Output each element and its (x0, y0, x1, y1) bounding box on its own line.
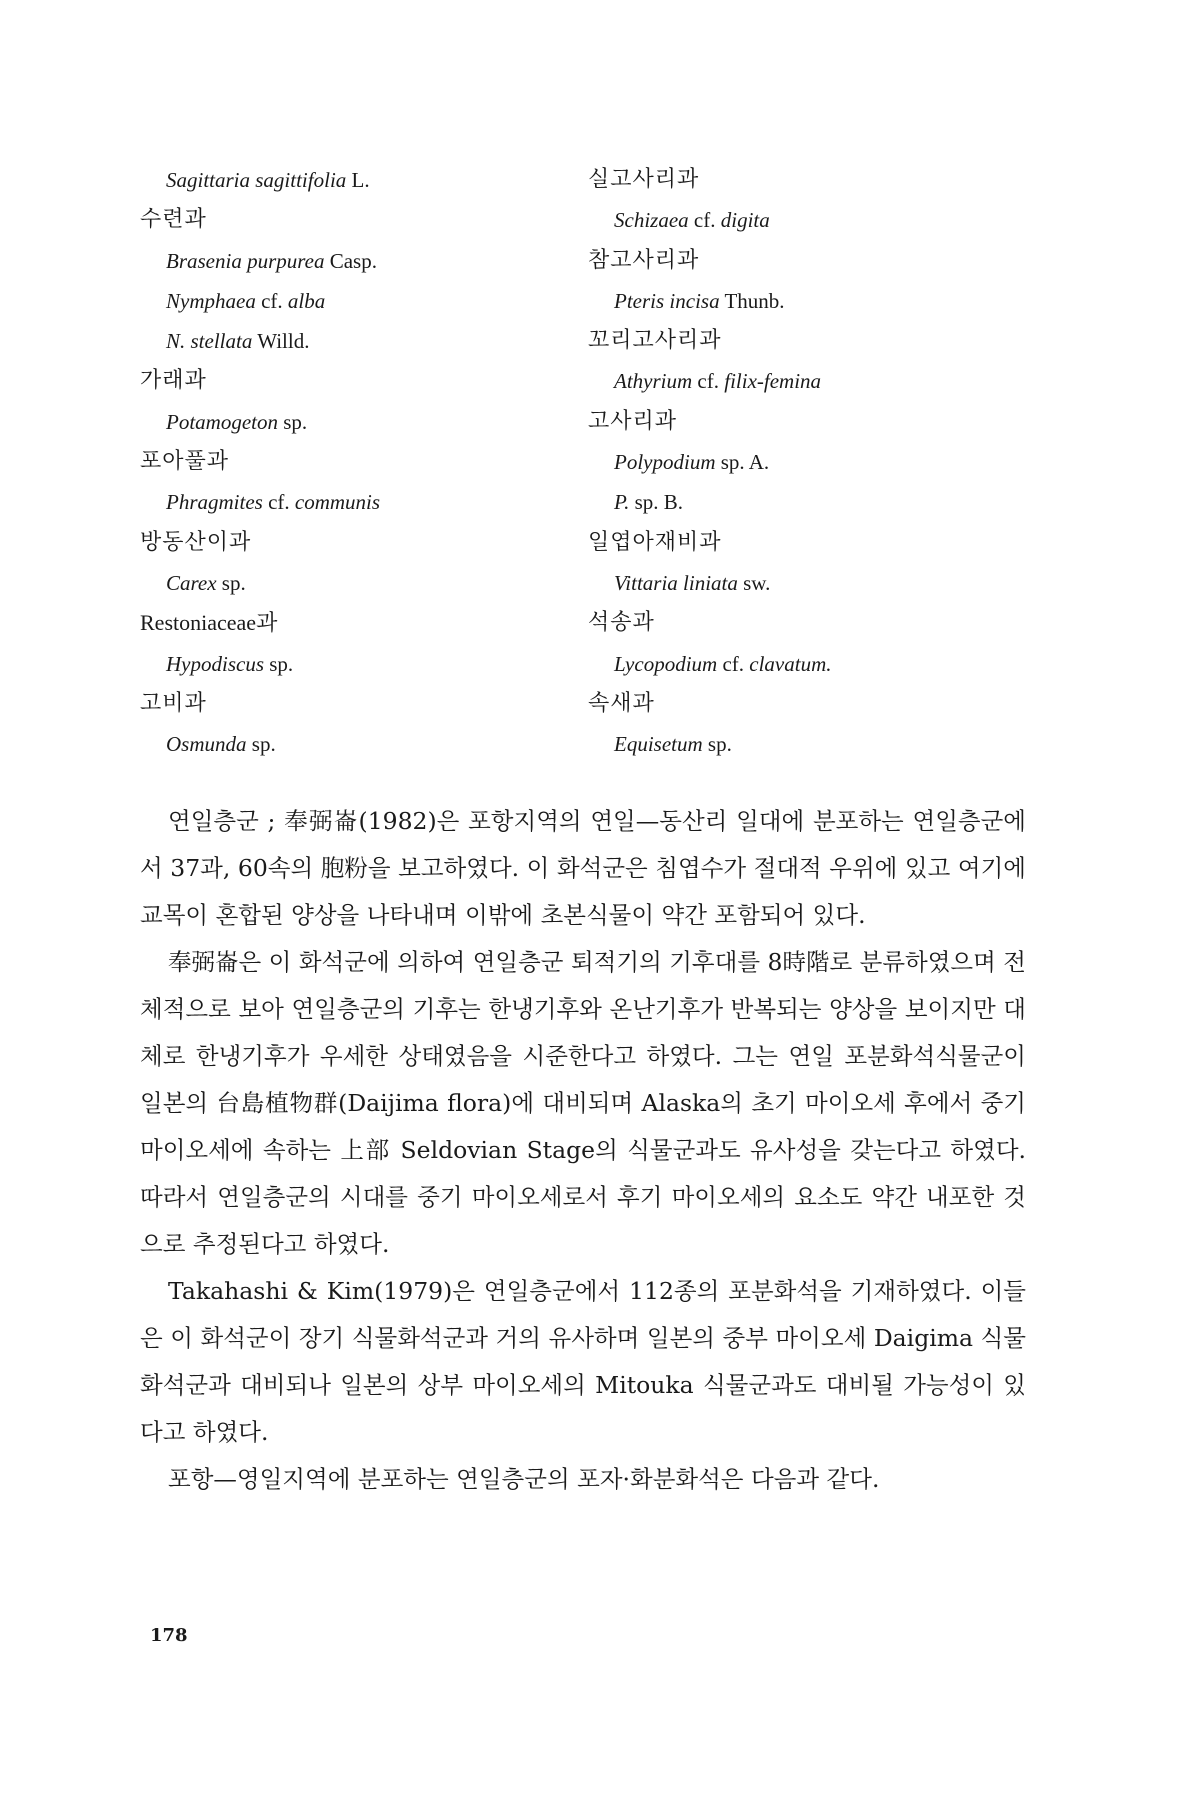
family-heading: 포아풀과 (140, 449, 230, 475)
body-text (140, 798, 1026, 1503)
species-entry: Phragmites cf. communis (166, 490, 381, 515)
species-entry: Equisetum sp. (614, 732, 732, 757)
family-heading: 고사리과 (588, 408, 678, 434)
family-heading: Restoniaceae과 (140, 610, 279, 637)
paragraph: 포항—영일지역에 분포하는 연일층군의 포자·화분화석은 다음과 같다. (168, 1465, 880, 1493)
species-entry: Osmunda sp. (166, 732, 276, 757)
paragraph: 연일층군 ; 奉弼崙(1982)은 포항지역의 연일—동산리 일대에 분포하는 연일층군에서 37과, 60속의 胞粉을 보고하였다. 이 화석군은 침엽수가 절대적 우위에 있고 여기에 교목이 혼합된 양상을 나타내며 이밖에 초본식물이 약간 포함되어 있다. (140, 807, 1026, 929)
species-entry: P. sp. B. (614, 490, 684, 515)
family-heading: 일엽아재비과 (588, 529, 722, 555)
species-entry: Schizaea cf. digita (614, 208, 770, 233)
species-entry: Vittaria liniata sw. (614, 570, 771, 595)
species-entry: Athyrium cf. filix-femina (614, 369, 822, 394)
species-entry: N. stellata Willd. (166, 329, 310, 354)
family-heading: 가래과 (140, 368, 207, 394)
family-heading: 고비과 (140, 690, 207, 716)
species-entry: Lycopodium cf. clavatum. (614, 651, 832, 676)
species-entry: Hypodiscus sp. (166, 651, 294, 676)
species-list-left (140, 160, 610, 764)
species-entry: Nymphaea cf. alba (166, 288, 326, 313)
family-heading: 수련과 (140, 207, 207, 233)
species-entry: Pteris incisa Thunb. (614, 288, 785, 313)
family-heading: 실고사리과 (588, 167, 700, 192)
species-entry: Carex sp. (166, 570, 246, 595)
species-entry: Potamogeton sp. (166, 409, 308, 434)
paragraph: 奉弼崙은 이 화석군에 의하여 연일층군 퇴적기의 기후대를 8時階로 분류하였으며 전체적으로 보아 연일층군의 기후는 한냉기후와 온난기후가 반복되는 양상을 보이지만 대체로 한냉기후가 우세한 상태였음을 시준한다고 하였다. 그는 연일 포분화석식물군이 일본의 台島植物群(Daijima flora)에 대비되며 Alaska의 초기 마이오세 후에서 중기 마이오세에 속하는 上部 Seldovian Stage의 식물군과도 유사성을 갖는다고 하였다. 따라서 연일층군의 시대를 중기 마이오세로서 후기 마이오세의 요소도 약간 내포한 것으로 추정된다고 하였다. (140, 948, 1027, 1258)
family-heading: 꼬리고사리과 (588, 328, 722, 354)
species-entry: Brasenia purpurea Casp. (166, 248, 377, 273)
family-heading: 속새과 (588, 690, 655, 716)
species-entry: Polypodium sp. A. (614, 450, 770, 475)
family-heading: 석송과 (588, 610, 655, 636)
species-entry: Sagittaria sagittifolia L. (166, 168, 370, 192)
species-list-right (588, 160, 1088, 764)
page-number: 178 (150, 1625, 188, 1646)
family-heading: 참고사리과 (588, 247, 700, 273)
family-heading: 방동산이과 (140, 529, 252, 555)
paragraph: Takahashi & Kim(1979)은 연일층군에서 112종의 포분화석을 기재하였다. 이들은 이 화석군이 장기 식물화석군과 거의 유사하며 일본의 중부 마이오세 Daigima 식물화석군과 대비되나 일본의 상부 마이오세의 Mitouka 식물군과도 대비될 가능성이 있다고 하였다. (140, 1277, 1026, 1446)
